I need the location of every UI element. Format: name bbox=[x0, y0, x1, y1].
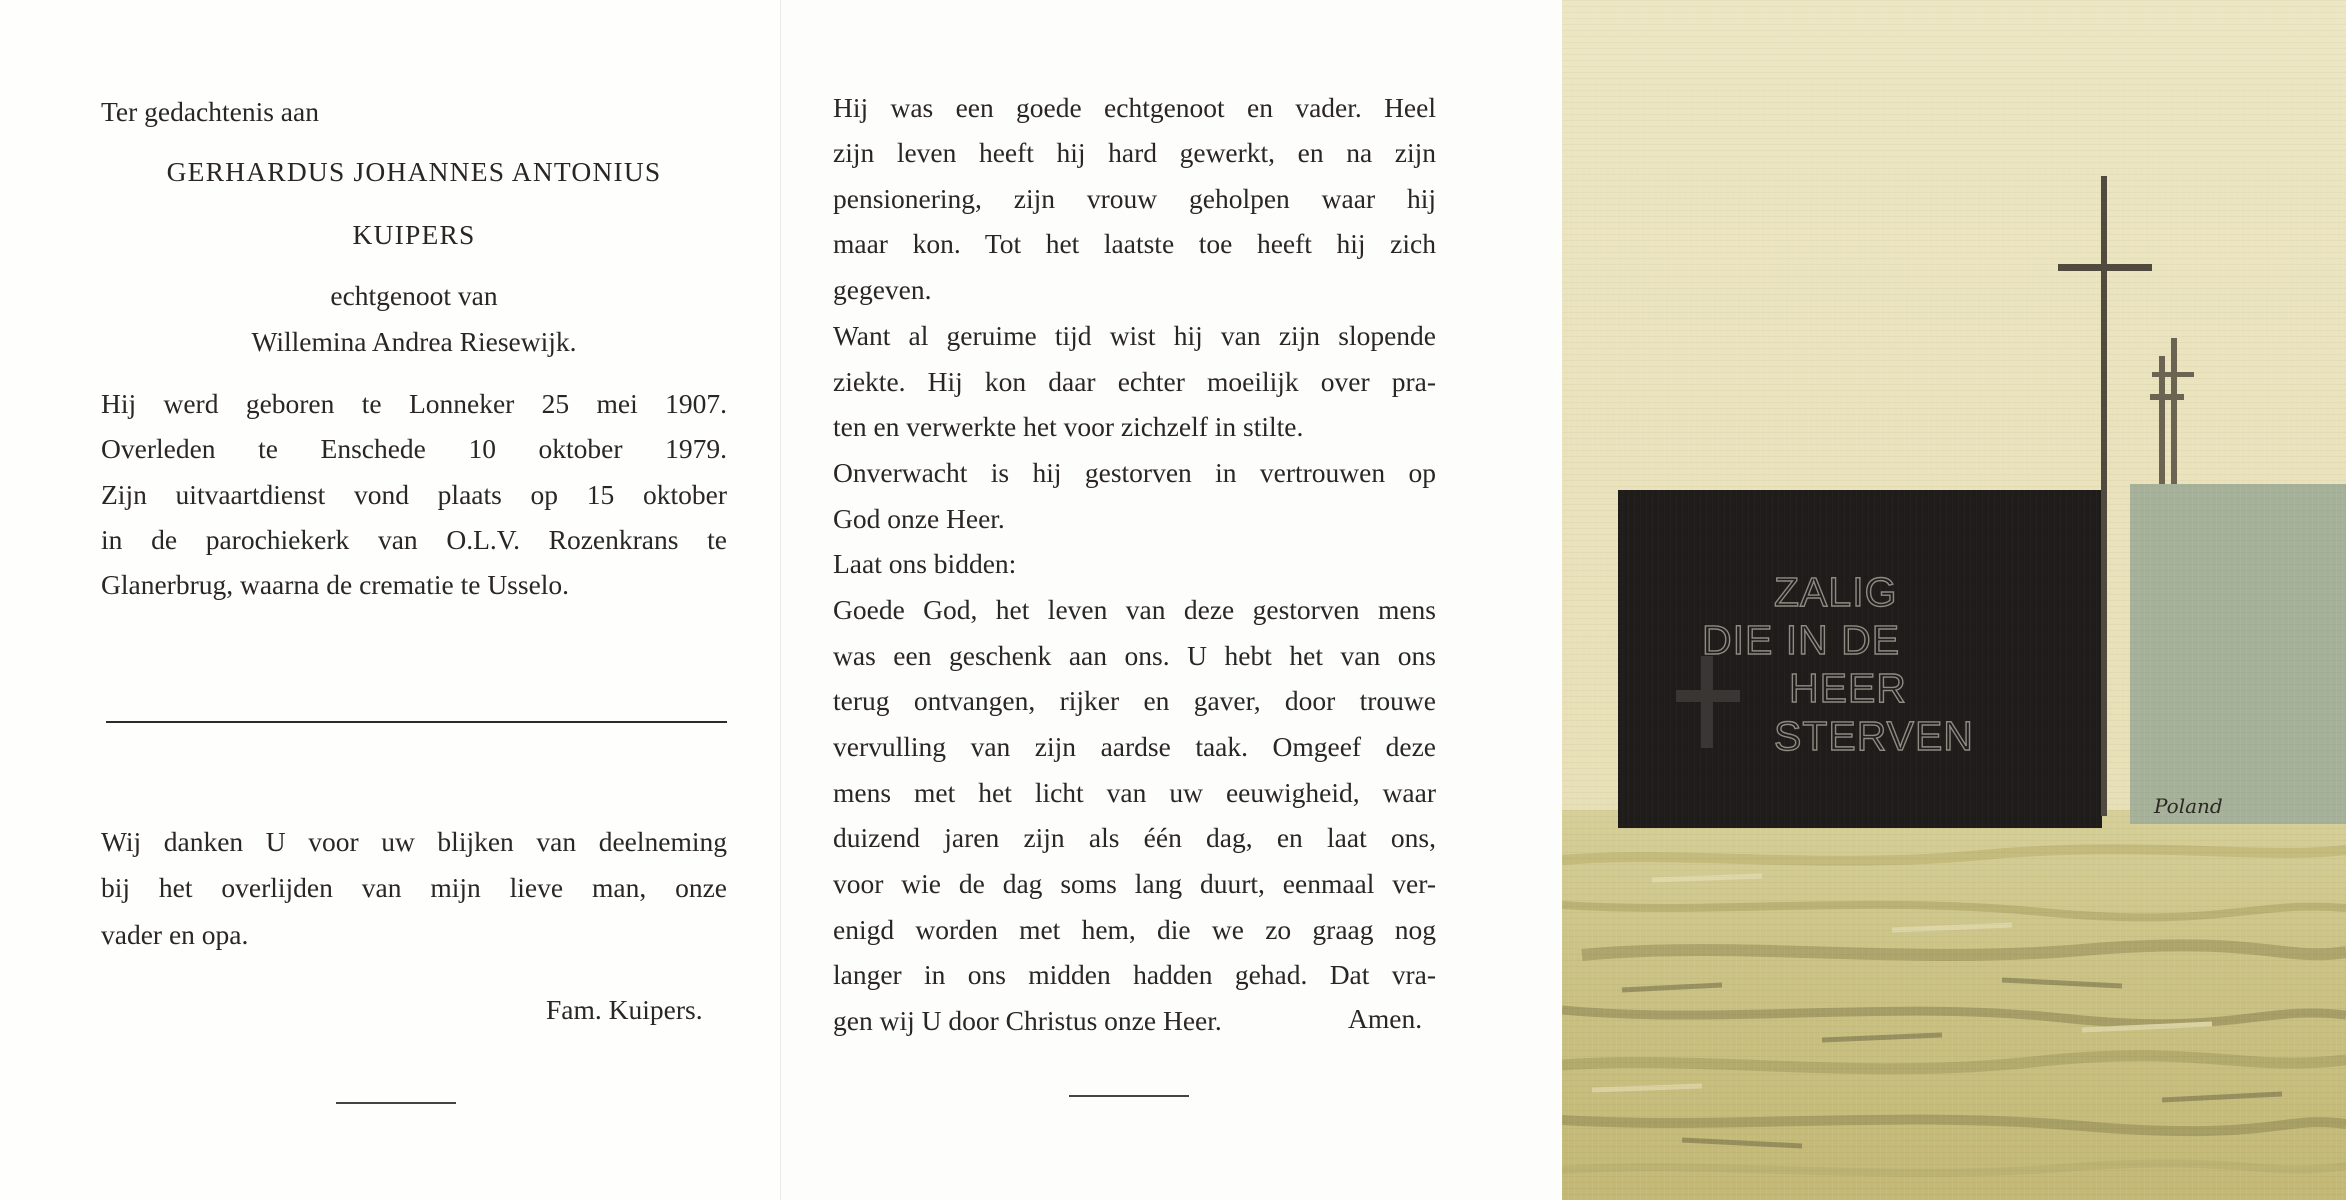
caption-line-1: ZALIG bbox=[1774, 569, 1898, 615]
closing-rule bbox=[1069, 1095, 1189, 1097]
text-line-9: Onverwacht is hij gestorven in vertrouwen op bbox=[833, 457, 1436, 488]
left-panel bbox=[0, 0, 780, 1200]
deceased-name-line1: GERHARDUS JOHANNES ANTONIUS bbox=[166, 156, 662, 187]
amen-text: Amen. bbox=[1348, 1003, 1423, 1034]
bio-line-3: Zijn uitvaartdienst vond plaats op 15 oktober bbox=[101, 479, 727, 510]
text-line-8: ten en verwerkte het voor zichzelf in stilte. bbox=[833, 411, 1304, 442]
text-line-11: Laat ons bidden: bbox=[833, 548, 1017, 579]
thanks-line-3: vader en opa. bbox=[101, 919, 249, 950]
text-line-1: Hij was een goede echtgenoot en vader. Heel bbox=[833, 92, 1436, 123]
caption-line-4: STERVEN bbox=[1774, 713, 1974, 759]
thanks-line-1: Wij danken U voor uw blijken van deelneming bbox=[101, 826, 727, 857]
text-line-21: gen wij U door Christus onze Heer. bbox=[833, 1005, 1222, 1036]
text-line-14: terug ontvangen, rijker en gaver, door trouwe bbox=[833, 685, 1436, 716]
caption-line-3: HEER bbox=[1789, 665, 1907, 711]
bio-line-4: in de parochiekerk van O.L.V. Rozenkrans te bbox=[101, 524, 727, 555]
text-line-12: Goede God, het leven van deze gestorven mens bbox=[833, 594, 1436, 625]
family-signature: Fam. Kuipers. bbox=[546, 994, 703, 1025]
bio-line-1: Hij werd geboren te Lonneker 25 mei 1907. bbox=[101, 388, 727, 419]
intro-text: Ter gedachtenis aan bbox=[101, 96, 319, 127]
text-line-2: zijn leven heeft hij hard gewerkt, en na zijn bbox=[833, 137, 1436, 168]
text-line-5: gegeven. bbox=[833, 274, 932, 305]
text-line-13: was een geschenk aan ons. U hebt het van ons bbox=[833, 640, 1436, 671]
deceased-name-line2: KUIPERS bbox=[352, 219, 476, 250]
divider-line bbox=[106, 721, 727, 723]
text-line-7: ziekte. Hij kon daar echter moeilijk over pra- bbox=[833, 366, 1436, 397]
text-line-15: vervulling van zijn aardse taak. Omgeef deze bbox=[833, 731, 1436, 762]
middle-panel bbox=[780, 0, 1562, 1200]
caption-line-2: DIE IN DE bbox=[1702, 617, 1901, 663]
bio-line-5: Glanerbrug, waarna de crematie te Usselo. bbox=[101, 569, 570, 600]
thanks-line-2: bij het overlijden van mijn lieve man, onze bbox=[101, 872, 727, 903]
text-line-10: God onze Heer. bbox=[833, 503, 1005, 534]
spouse-name: Willemina Andrea Riesewijk. bbox=[251, 326, 577, 357]
spouse-intro: echtgenoot van bbox=[330, 280, 498, 311]
text-line-20: langer in ons midden hadden gehad. Dat vra- bbox=[833, 959, 1436, 990]
memorial-artwork bbox=[1562, 0, 2346, 1200]
bio-line-2: Overleden te Enschede 10 oktober 1979. bbox=[101, 433, 727, 464]
text-line-19: enigd worden met hem, die we zo graag nog bbox=[833, 914, 1436, 945]
text-line-3: pensionering, zijn vrouw geholpen waar hij bbox=[833, 183, 1436, 214]
text-line-4: maar kon. Tot het laatste toe heeft hij zich bbox=[833, 228, 1436, 259]
closing-rule bbox=[336, 1102, 456, 1104]
text-line-6: Want al geruime tijd wist hij van zijn slopende bbox=[833, 320, 1436, 351]
artist-signature: Poland bbox=[2154, 794, 2223, 818]
text-line-17: duizend jaren zijn als één dag, en laat ons, bbox=[833, 822, 1436, 853]
text-line-18: voor wie de dag soms lang duurt, eenmaal ver- bbox=[833, 868, 1436, 899]
artwork-painting bbox=[1562, 0, 2346, 1200]
text-line-16: mens met het licht van uw eeuwigheid, waar bbox=[833, 777, 1436, 808]
